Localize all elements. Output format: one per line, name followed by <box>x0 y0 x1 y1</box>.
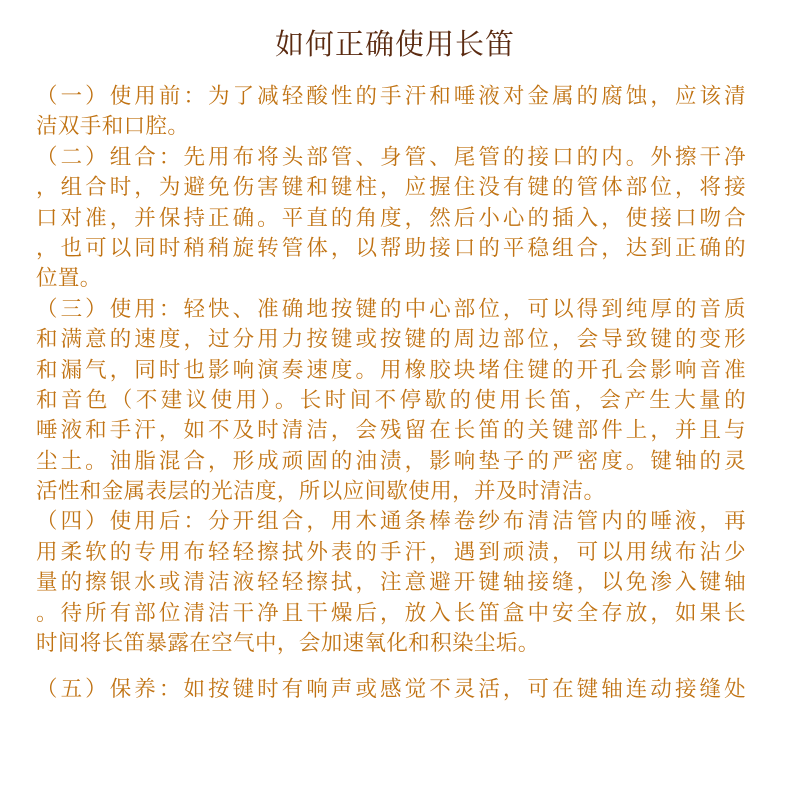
text-line: 和满意的速度，过分用力按键或按键的周边部位，会导致键的变形 <box>36 327 746 353</box>
text-line: （四）使用后：分开组合，用木通条棒卷纱布清洁管内的唾液，再 <box>36 509 746 535</box>
text-line: 和漏气，同时也影响演奏速度。用橡胶块堵住键的开孔会影响音准 <box>36 357 746 383</box>
text-line: 量的擦银水或清洁液轻轻擦拭，注意避开键轴接缝，以免渗入键轴 <box>36 570 746 596</box>
text-line: 和音色（不建议使用）。长时间不停歇的使用长笛，会产生大量的 <box>36 387 746 413</box>
text-line: 时间将长笛暴露在空气中，会加速氧化和积染尘垢。 <box>36 631 540 657</box>
text-line: （一）使用前：为了减轻酸性的手汗和唾液对金属的腐蚀，应该清 <box>36 84 746 109</box>
text-line: 洁双手和口腔。 <box>36 114 190 140</box>
text-line: （三）使用：轻快、准确地按键的中心部位，可以得到纯厚的音质 <box>36 296 746 322</box>
text-line: 口对准，并保持正确。平直的角度，然后小心的插入，使接口吻合 <box>36 205 746 231</box>
paragraph-gap <box>36 659 746 675</box>
text-line: （二）组合：先用布将头部管、身管、尾管的接口的内。外擦干净 <box>36 144 746 170</box>
article-body <box>36 82 746 706</box>
text-line: 位置。 <box>36 266 102 292</box>
page-title: 如何正确使用长笛 <box>274 27 515 61</box>
text-line: 尘土。油脂混合，形成顽固的油渍，影响垫子的严密度。键轴的灵 <box>36 448 746 474</box>
text-line: ，也可以同时稍稍旋转管体，以帮助接口的平稳组合，达到正确的 <box>36 235 746 261</box>
text-line: ，组合时，为避免伤害键和键柱，应握住没有键的管体部位，将接 <box>36 175 746 201</box>
text-line-maintenance: （五）保养：如按键时有响声或感觉不灵活，可在键轴连动接缝处 <box>36 677 746 703</box>
text-line: 唾液和手汗，如不及时清洁，会残留在长笛的关键部件上，并且与 <box>36 418 746 444</box>
text-line: 用柔软的专用布轻轻擦拭外表的手汗，遇到顽渍，可以用绒布沾少 <box>36 539 746 565</box>
text-line: 活性和金属表层的光洁度，所以应间歇使用，并及时清洁。 <box>36 479 606 505</box>
text-line: 。待所有部位清洁干净且干燥后，放入长笛盒中安全存放，如果长 <box>36 600 746 626</box>
